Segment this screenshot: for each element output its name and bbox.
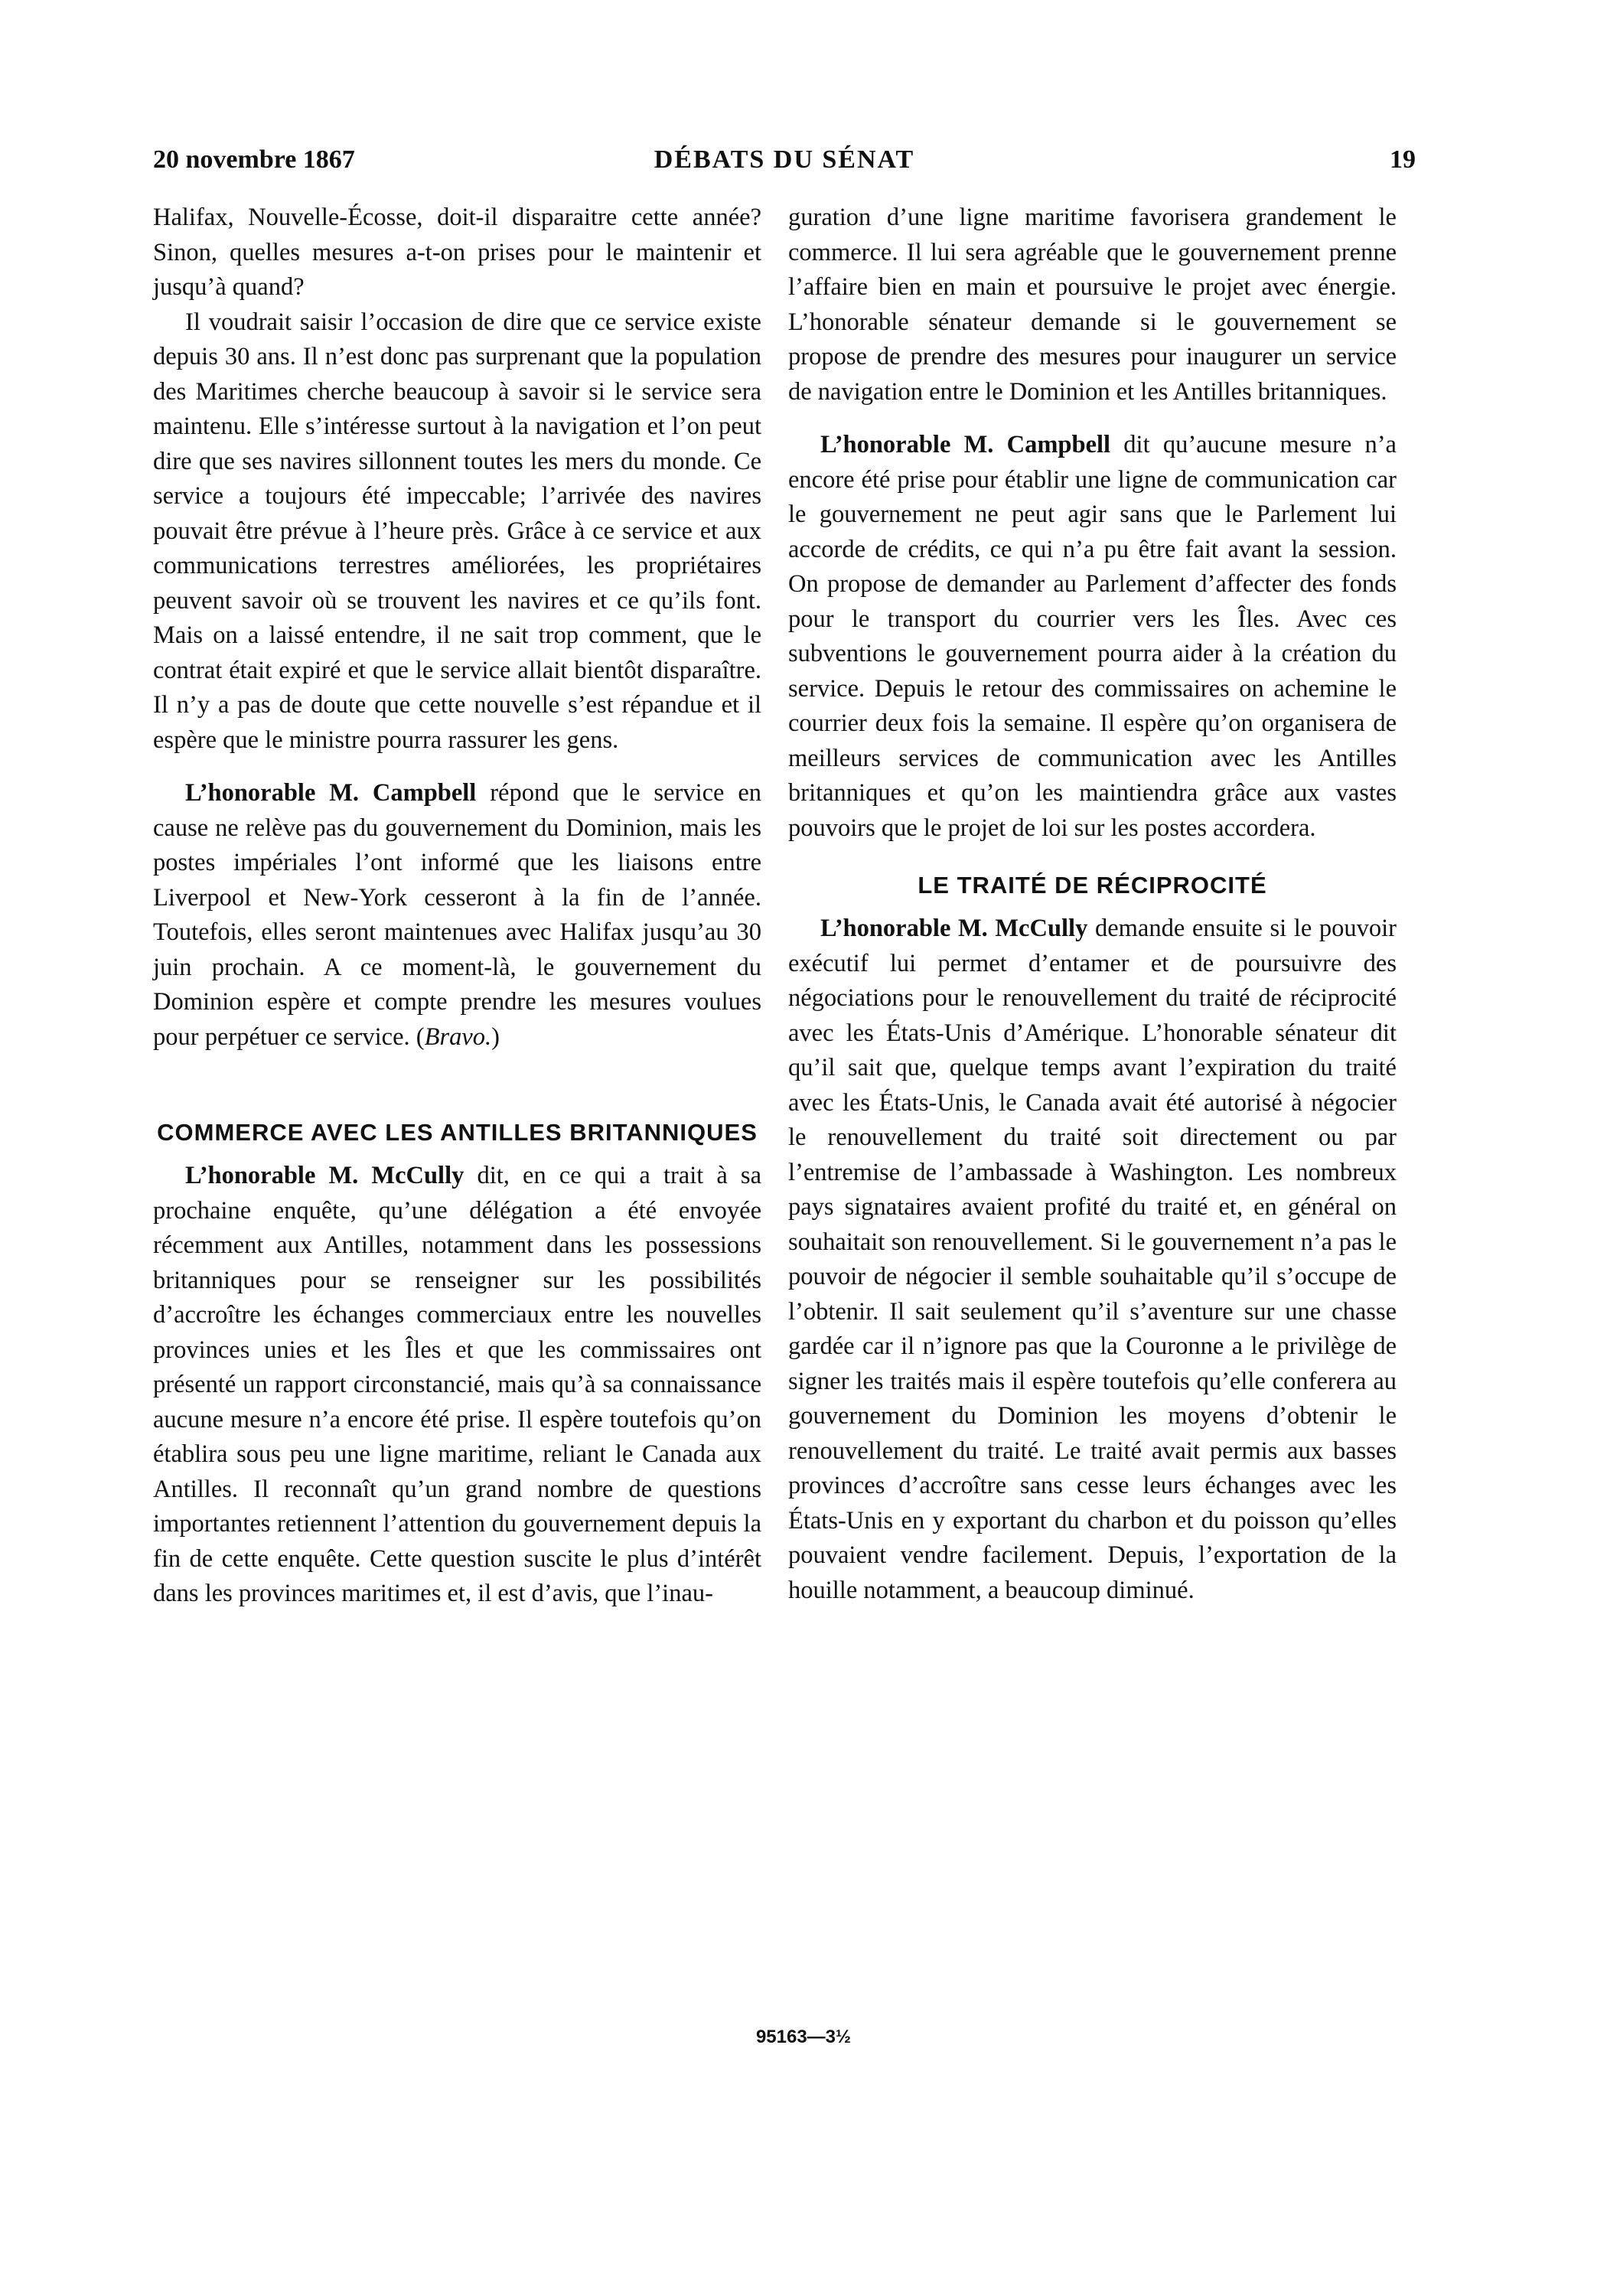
paragraph-text: ) — [491, 1022, 500, 1051]
paragraph-text: répond que le service en cause ne relève pas du gouvernement du Dominion, mais les postes impériales l’ont informé que les liaisons entre Liverpool et New-York cesseront à la fin de l’année. Toutefois, elles seront maintenues avec Halifax jusqu’au 30 juin prochain. A ce moment-là, le gouvernement du Dominion espère et compte prendre les mesures voulues pour perpétuer ce service. ( — [153, 779, 762, 1051]
running-header — [153, 145, 1416, 184]
header-date: 20 novembre 1867 — [153, 145, 355, 174]
paragraph: guration d’une ligne maritime favorisera grandement le commerce. Il lui sera agréable que le gouvernement prenne l’affaire bien en main et poursuive le projet avec énergie. L’honorable sénateur demande si le gouvernement se propose de prendre des mesures pour inaugurer un service de navigation entre le Dominion et les Antilles britanniques. — [788, 204, 1397, 406]
header-title: DÉBATS DU SÉNAT — [654, 145, 915, 174]
right-column — [788, 201, 1397, 1608]
speaker-name: L’honorable M. McCully — [185, 1162, 464, 1189]
page-number: 19 — [1390, 145, 1416, 174]
italic-interjection: Bravo. — [424, 1022, 492, 1051]
paragraph: Il voudrait saisir l’occasion de dire que ce service existe depuis 30 ans. Il n’est donc pas surprenant que la population des Maritimes cherche beaucoup à savoir si le service sera maintenu. Elle s’intéresse surtout à la navigation et l’on peut dire que ses navires sillonnent toutes les mers du monde. Ce service a toujours été impeccable; l’arrivée des navires pouvait être prévue à l’heure près. Grâce à ce service et aux communications terrestres améliorées, les propriétaires peuvent savoir où se trouvent les navires et ce qu’ils font. Mais on a laissé entendre, il ne sait trop comment, que le contrat était expiré et que le service allait bientôt disparaître. Il n’y a pas de doute que cette nouvelle s’est répandue et il espère que le ministre pourra rassurer les gens. — [153, 308, 761, 754]
paragraph-text: dit qu’aucune mesure n’a encore été prise pour établir une ligne de communication car le gouvernement ne peut agir sans que le Parlement lui accorde de crédits, ce qui n’a pu être fait avant la session. On propose de demander au Parlement d’affecter des fonds pour le transport du courrier vers les Îles. Avec ces subventions le gouvernement pourra aider à la création du service. Depuis le retour des commissaires on achemine le courrier deux fois la semaine. Il espère qu’on organisera de meilleurs services de communication avec les Antilles britanniques et qu’on les maintiendra grâce aux vastes pouvoirs que le projet de loi sur les postes accordera. — [788, 431, 1397, 842]
paragraph — [153, 776, 761, 1055]
printer-signature-mark: 95163—3½ — [755, 2027, 852, 2047]
paragraph — [788, 912, 1397, 1608]
speaker-name: L’honorable M. McCully — [820, 915, 1088, 942]
speaker-name: L’honorable M. Campbell — [820, 431, 1111, 458]
section-heading: COMMERCE AVEC LES ANTILLES BRITANNIQUES — [157, 1119, 758, 1146]
paragraph-text: demande ensuite si le pouvoir exécutif lui permet d’entamer et de poursuivre des négociations pour le renouvellement du traité de réciprocité avec les États-Unis d’Amérique. L’honorable sénateur dit qu’il sait que, quelque temps avant l’expiration du traité avec les États-Unis, le Canada avait été autorisé à négocier le renouvellement du traité soit directement ou par l’entremise de l’ambassade à Washington. Les nombreux pays signataires avaient profité du traité et, en général on souhaitait son renouvellement. Si le gouvernement n’a pas le pouvoir de négocier il semble souhaitable qu’il s’occupe de l’obtenir. Il sait seulement qu’il s’aventure sur une chasse gardée car il n’ignore pas que la Couronne a le privilège de signer les traités mais il espère toutefois qu’elle conferera au gouvernement du Dominion les moyens d’obtenir le renouvellement du traité. Le traité avait permis aux basses provinces d’accroître sans cesse leurs échanges avec les États-Unis en y exportant du charbon et du poisson qu’elles pouvaient vendre facilement. Depuis, l’exportation de la houille notamment, a beaucoup diminué. — [788, 915, 1397, 1604]
paragraph — [153, 1159, 761, 1612]
paragraph-text: dit, en ce qui a trait à sa prochaine enquête, qu’une délégation a été envoyée récemment aux Antilles, notamment dans les possessions britanniques pour se renseigner sur les possibilités d’accroître les échanges commerciaux entre les nouvelles provinces unies et les Îles et que les commissaires ont présenté un rapport circonstancié, mais qu’à sa connaissance aucune mesure n’a encore été prise. Il espère toutefois qu’on établira sous peu une ligne maritime, reliant le Canada aux Antilles. Il reconnaît qu’un grand nombre de questions importantes retiennent l’attention du gouvernement depuis la fin de cette enquête. Cette question suscite le plus d’intérêt dans les provinces maritimes et, il est d’avis, que l’inau- — [153, 1162, 761, 1607]
paragraph — [788, 428, 1397, 846]
left-column — [153, 201, 761, 1612]
section-heading: LE TRAITÉ DE RÉCIPROCITÉ — [918, 872, 1267, 899]
paragraph: Halifax, Nouvelle-Écosse, doit-il disparaitre cette année? Sinon, quelles mesures a-t-on prises pour le maintenir et jusqu’à quand? — [153, 204, 761, 301]
speaker-name: L’honorable M. Campbell — [185, 779, 477, 807]
